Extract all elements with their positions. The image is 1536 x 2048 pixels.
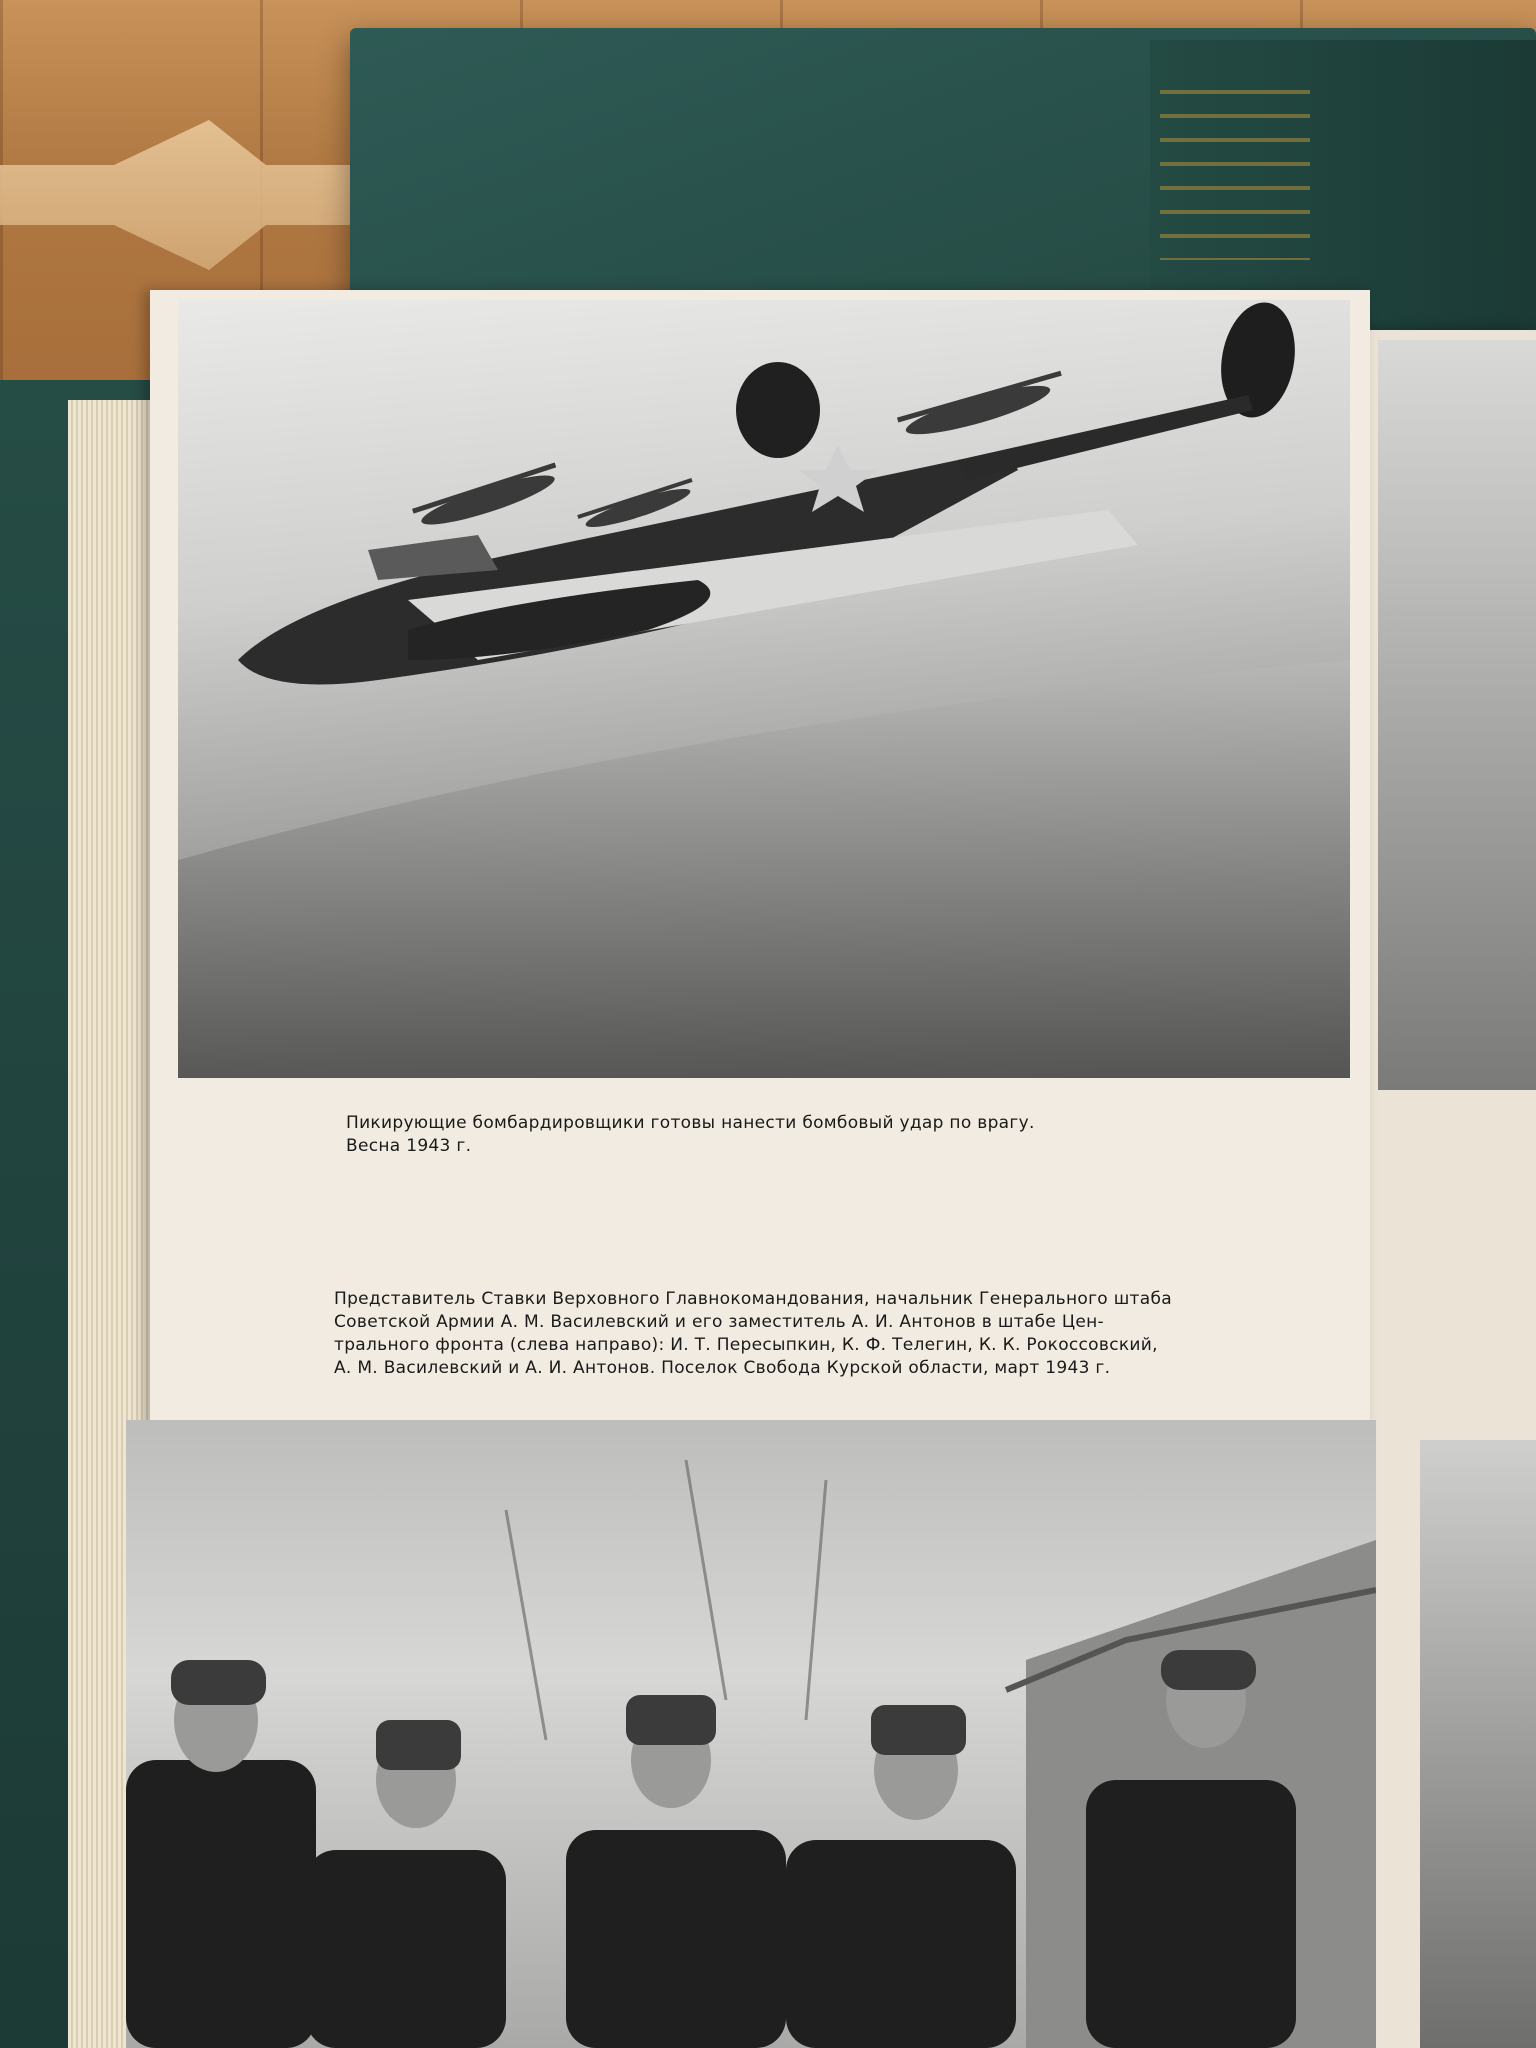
facing-page-photo-top [1378,340,1536,1090]
caption-line: Весна 1943 г. [346,1136,472,1156]
caption-line: А. М. Василевский и А. И. Антонов. Поселок Свобода Курской области, март 1943 г. [334,1358,1111,1378]
photo-officers-headquarters [126,1420,1376,2048]
caption-dive-bombers [346,1112,1206,1158]
caption-line: трального фронта (слева направо): И. Т. Пересыпкин, К. Ф. Телегин, К. К. Рокоссовский, [334,1335,1158,1355]
caption-line: Советской Армии А. М. Василевский и его заместитель А. И. Антонов в штабе Цен- [334,1312,1104,1332]
caption-headquarters [334,1288,1324,1380]
facing-page-photo-bottom [1420,1440,1536,2048]
caption-line: Представитель Ставки Верховного Главнокомандования, начальник Генерального штаба [334,1289,1172,1309]
caption-line: Пикирующие бомбардировщики готовы нанести бомбовый удар по врагу. [346,1113,1035,1133]
spine-gilt-bands [1160,90,1310,260]
photo-dive-bombers [178,300,1350,1078]
